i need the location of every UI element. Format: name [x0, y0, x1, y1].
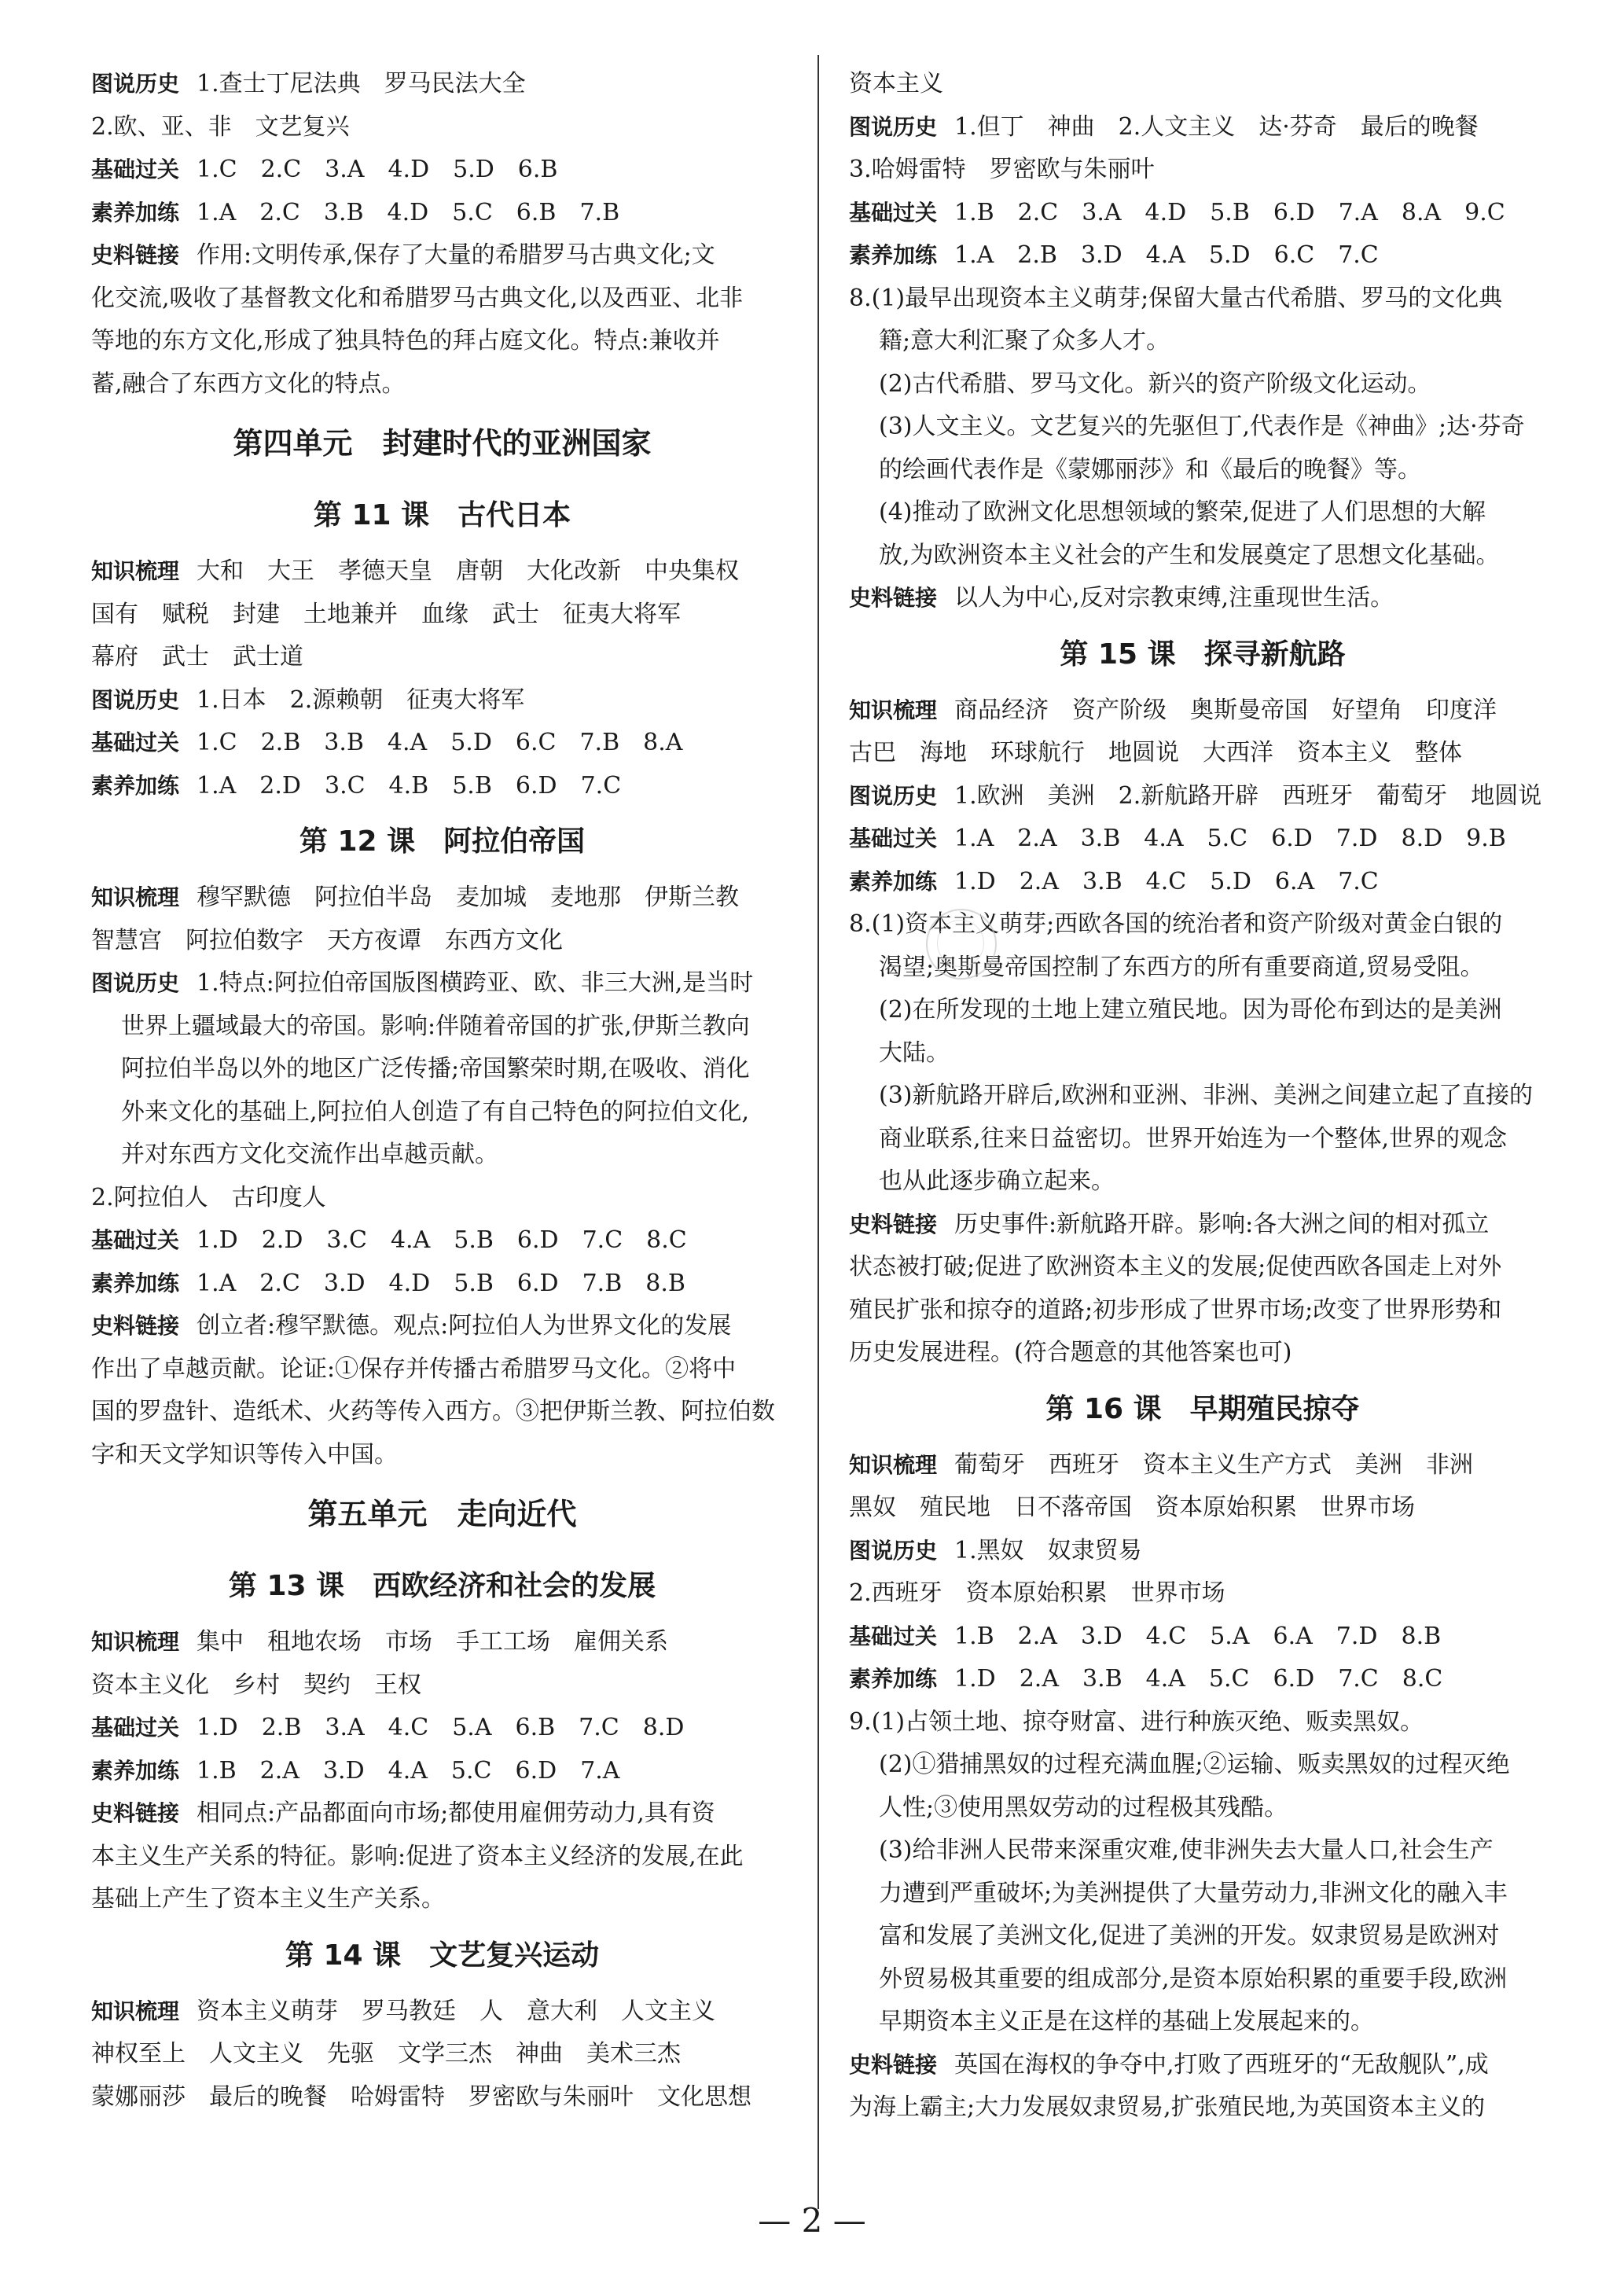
section-label: 素养加练 [91, 772, 180, 799]
line-text: 力遭到严重破坏;为美洲提供了大量劳动力,非洲文化的融入丰 [879, 1879, 1508, 1907]
section-label: 史料链接 [849, 585, 938, 611]
line-text: 历史发展进程。(符合题意的其他答案也可) [849, 1339, 1292, 1366]
text-line [849, 1289, 1556, 1332]
line-text: 世界上疆域最大的帝国。影响:伴随着帝国的扩张,伊斯兰教向 [121, 1012, 750, 1040]
text-line [91, 920, 793, 963]
line-text: 商业联系,往来日益密切。世界开始连为一个整体,世界的观念 [879, 1124, 1508, 1152]
text-line [849, 1075, 1556, 1118]
text-line [91, 63, 793, 106]
text-line [849, 1616, 1556, 1659]
line-text: 集中 租地农场 市场 手工工场 雇佣关系 [197, 1628, 669, 1656]
right-column [849, 63, 1556, 2130]
line-text: 创立者:穆罕默德。观点:阿拉伯人为世界文化的发展 [197, 1312, 732, 1340]
text-line [849, 491, 1556, 535]
section-label: 知识梳理 [849, 1451, 938, 1478]
line-text: 历史事件:新航路开辟。影响:各大洲之间的相对孤立 [954, 1210, 1490, 1238]
text-line [849, 2086, 1556, 2130]
line-text: 1.C 2.C 3.A 4.D 5.D 6.B [197, 156, 558, 183]
left-column [91, 63, 793, 2119]
text-line [849, 1032, 1556, 1075]
line-text: 幕府 武士 武士道 [91, 643, 303, 671]
text-line [849, 535, 1556, 578]
section-label: 基础过关 [91, 1227, 180, 1253]
column-divider [818, 55, 819, 2209]
section-label: 知识梳理 [91, 884, 180, 910]
text-line [91, 1664, 793, 1707]
line-text: 智慧宫 阿拉伯数字 天方夜谭 东西方文化 [91, 926, 563, 954]
line-text: 8.(1)最早出现资本主义萌芽;保留大量古代希腊、罗马的文化典 [849, 284, 1503, 312]
line-text: 国有 赋税 封建 土地兼并 血缘 武士 征夷大将军 [91, 600, 681, 628]
section-label: 知识梳理 [91, 558, 180, 584]
line-text: 作出了卓越贡献。论证:①保存并传播古希腊罗马文化。②将中 [91, 1355, 737, 1383]
line-text: 等地的东方文化,形成了独具特色的拜占庭文化。特点:兼收并 [91, 327, 720, 355]
text-line [849, 1744, 1556, 1787]
line-text: 商品经济 资产阶级 奥斯曼帝国 好望角 印度洋 [954, 696, 1497, 724]
text-line [849, 577, 1556, 620]
line-text: 本主义生产关系的特征。影响:促进了资本主义经济的发展,在此 [91, 1842, 744, 1870]
line-text: 穆罕默德 阿拉伯半岛 麦加城 麦地那 伊斯兰教 [197, 884, 740, 911]
line-text: 以人为中心,反对宗教束缚,注重现世生活。 [954, 584, 1394, 612]
watermark-stamp [926, 909, 997, 980]
line-text: 蓄,融合了东西方文化的特点。 [91, 369, 406, 398]
text-line [91, 1005, 793, 1049]
line-text: 资本主义 [849, 70, 943, 97]
line-text: 1.黑奴 奴隶贸易 [954, 1536, 1142, 1564]
text-line [91, 2076, 793, 2119]
line-text: 1.欧洲 美洲 2.新航路开辟 西班牙 葡萄牙 地圆说 [954, 781, 1542, 810]
section-label: 史料链接 [849, 2051, 938, 2078]
text-line [91, 1990, 793, 2034]
line-text: 籍;意大利汇聚了众多人才。 [879, 327, 1170, 355]
line-text: (2)古代希腊、罗马文化。新兴的资产阶级文化运动。 [879, 369, 1431, 398]
section-label: 图说历史 [849, 782, 938, 809]
line-text: 1.但丁 神曲 2.人文主义 达·芬奇 最后的晚餐 [954, 112, 1479, 141]
line-text: 基础上产生了资本主义生产关系。 [91, 1885, 445, 1913]
lesson-heading: 第 14 课 文艺复兴运动 [285, 1939, 600, 1972]
line-text: 字和天文学知识等传入中国。 [91, 1440, 398, 1468]
text-line [849, 689, 1556, 733]
text-line [849, 363, 1556, 406]
lesson-heading: 第 12 课 阿拉伯帝国 [299, 825, 586, 858]
text-line [91, 1134, 793, 1177]
text-line [91, 1621, 793, 1664]
section-label: 基础过关 [849, 199, 938, 226]
text-line [849, 1332, 1556, 1375]
text-line [91, 363, 793, 406]
line-text: 富和发展了美洲文化,促进了美洲的开发。奴隶贸易是欧洲对 [879, 1922, 1500, 1950]
text-line [849, 1444, 1556, 1487]
section-label: 知识梳理 [849, 697, 938, 723]
text-line [849, 2001, 1556, 2044]
text-line [91, 1348, 793, 1391]
line-text: 的绘画代表作是《蒙娜丽莎》和《最后的晚餐》等。 [879, 455, 1421, 483]
line-text: 相同点:产品都面向市场;都使用雇佣劳动力,具有资 [197, 1799, 715, 1827]
text-line [91, 149, 793, 192]
line-text: 1.特点:阿拉伯帝国版图横跨亚、欧、非三大洲,是当时 [197, 969, 754, 997]
line-text: 葡萄牙 西班牙 资本主义生产方式 美洲 非洲 [954, 1450, 1474, 1479]
text-line [91, 962, 793, 1005]
text-line [91, 636, 793, 679]
line-text: 作用:文明传承,保存了大量的希腊罗马古典文化;文 [197, 241, 715, 269]
line-text: 殖民扩张和掠夺的道路;初步形成了世界市场;改变了世界形势和 [849, 1296, 1502, 1324]
section-label: 素养加练 [91, 199, 180, 226]
section-label: 基础过关 [849, 1623, 938, 1649]
text-line [849, 1246, 1556, 1289]
text-line [849, 1118, 1556, 1161]
line-text: 古巴 海地 环球航行 地圆说 大西洋 资本主义 整体 [849, 739, 1462, 766]
line-text: 1.A 2.D 3.C 4.B 5.B 6.D 7.C [197, 771, 622, 799]
section-label: 图说历史 [91, 71, 180, 97]
line-text: 资本主义化 乡村 契约 王权 [91, 1671, 421, 1699]
text-line [91, 1219, 793, 1263]
page-number: — 2 — [758, 2201, 866, 2240]
text-line [91, 1707, 793, 1750]
line-text: 2.西班牙 资本原始积累 世界市场 [849, 1579, 1225, 1607]
text-line [91, 1048, 793, 1091]
section-label: 基础过关 [91, 1715, 180, 1740]
section-label: 史料链接 [91, 1800, 180, 1826]
line-text: 1.B 2.A 3.D 4.C 5.A 6.A 7.D 8.B [954, 1622, 1442, 1650]
line-text: 2.欧、亚、非 文艺复兴 [91, 112, 350, 141]
text-line [91, 1263, 793, 1306]
text-line [849, 149, 1556, 192]
line-text: 1.B 2.C 3.A 4.D 5.B 6.D 7.A 8.A 9.C [954, 198, 1505, 226]
line-text: 2.阿拉伯人 古印度人 [91, 1183, 326, 1211]
text-line [91, 234, 793, 278]
line-text: 放,为欧洲资本主义社会的产生和发展奠定了思想文化基础。 [879, 541, 1500, 569]
text-line [849, 278, 1556, 321]
text-line [849, 1487, 1556, 1530]
text-line [849, 234, 1556, 278]
text-line [849, 1915, 1556, 1958]
line-text: 1.A 2.B 3.D 4.A 5.D 6.C 7.C [954, 241, 1379, 269]
line-text: 大和 大王 孝德天皇 唐朝 大化改新 中央集权 [197, 557, 740, 585]
section-label: 素养加练 [91, 1757, 180, 1784]
line-text: 1.B 2.A 3.D 4.A 5.C 6.D 7.A [197, 1756, 620, 1785]
text-line [849, 1658, 1556, 1701]
line-text: (3)给非洲人民带来深重灾难,使非洲失去大量人口,社会生产 [879, 1836, 1494, 1864]
text-line [849, 775, 1556, 818]
section-label: 史料链接 [91, 1313, 180, 1339]
line-text: 蒙娜丽莎 最后的晚餐 哈姆雷特 罗密欧与朱丽叶 文化思想 [91, 2082, 751, 2111]
text-line [849, 732, 1556, 775]
section-label: 基础过关 [91, 156, 180, 182]
text-line [849, 320, 1556, 363]
line-text: 1.D 2.A 3.B 4.C 5.D 6.A 7.C [954, 867, 1379, 895]
line-text: 1.A 2.C 3.B 4.D 5.C 6.B 7.B [197, 198, 620, 226]
lesson-heading: 第 15 课 探寻新航路 [1060, 638, 1346, 671]
line-text: 1.D 2.A 3.B 4.A 5.C 6.D 7.C 8.C [954, 1665, 1443, 1693]
text-line [849, 192, 1556, 235]
text-line [91, 679, 793, 722]
line-text: 大陆。 [879, 1038, 950, 1067]
text-line [849, 106, 1556, 149]
text-line [91, 550, 793, 594]
lesson-heading: 第 11 课 古代日本 [313, 499, 571, 531]
section-label: 基础过关 [91, 730, 180, 755]
lesson-heading: 第 13 课 西欧经济和社会的发展 [228, 1570, 656, 1602]
text-line [849, 1160, 1556, 1204]
text-line [849, 818, 1556, 861]
line-text: 3.哈姆雷特 罗密欧与朱丽叶 [849, 156, 1155, 183]
line-text: 为海上霸主;大力发展奴隶贸易,扩张殖民地,为英国资本主义的 [849, 2093, 1486, 2121]
text-line [91, 2033, 793, 2076]
line-text: 外来文化的基础上,阿拉伯人创造了有自己特色的阿拉伯文化, [121, 1097, 750, 1126]
text-line [91, 1305, 793, 1348]
text-line [91, 722, 793, 765]
line-text: (3)人文主义。文艺复兴的先驱但丁,代表作是《神曲》;达·芬奇 [879, 413, 1525, 440]
line-text: 渴望;奥斯曼帝国控制了东西方的所有重要商道,贸易受阻。 [879, 953, 1484, 981]
line-text: 9.(1)占领土地、掠夺财富、进行种族灭绝、贩卖黑奴。 [849, 1707, 1424, 1736]
text-line [849, 1873, 1556, 1916]
text-line [91, 1177, 793, 1220]
lesson-heading: 第 16 课 早期殖民掠夺 [1045, 1392, 1360, 1425]
section-label: 图说历史 [91, 686, 180, 713]
section-label: 素养加练 [91, 1270, 180, 1296]
line-text: (2)①猎捕黑奴的过程充满血腥;②运输、贩卖黑奴的过程灭绝 [879, 1751, 1510, 1778]
line-text: 1.D 2.D 3.C 4.A 5.B 6.D 7.C 8.C [197, 1226, 687, 1254]
text-line [849, 406, 1556, 449]
line-text: 黑奴 殖民地 日不落帝国 资本原始积累 世界市场 [849, 1494, 1415, 1521]
text-line [849, 1572, 1556, 1616]
section-label: 素养加练 [849, 242, 938, 268]
text-line [849, 63, 1556, 106]
text-line [849, 989, 1556, 1032]
text-line [91, 106, 793, 149]
text-line [91, 1750, 793, 1793]
section-label: 知识梳理 [91, 1998, 180, 2024]
text-line [849, 1787, 1556, 1830]
text-line [849, 861, 1556, 904]
line-text: 外贸易极其重要的组成部分,是资本原始积累的重要手段,欧洲 [879, 1965, 1508, 1993]
unit-heading: 第五单元 走向近代 [307, 1497, 577, 1531]
section-label: 素养加练 [849, 1666, 938, 1692]
text-line [91, 1836, 793, 1879]
text-line [91, 877, 793, 920]
unit-heading: 第四单元 封建时代的亚洲国家 [233, 426, 652, 461]
line-text: 状态被打破;促进了欧洲资本主义的发展;促使西欧各国走上对外 [849, 1253, 1502, 1281]
line-text: (4)推动了欧洲文化思想领域的繁荣,促进了人们思想的大解 [879, 498, 1486, 526]
section-label: 素养加练 [849, 868, 938, 895]
line-text: 1.C 2.B 3.B 4.A 5.D 6.C 7.B 8.A [197, 729, 683, 756]
text-line [849, 449, 1556, 492]
line-text: 1.A 2.A 3.B 4.A 5.C 6.D 7.D 8.D 9.B [954, 825, 1506, 852]
section-label: 基础过关 [849, 825, 938, 851]
line-text: 1.D 2.B 3.A 4.C 5.A 6.B 7.C 8.D [197, 1714, 685, 1741]
text-line [849, 1204, 1556, 1247]
text-line [91, 1091, 793, 1134]
line-text: 神权至上 人文主义 先驱 文学三杰 神曲 美术三杰 [91, 2040, 681, 2068]
line-text: 1.日本 2.源赖朝 征夷大将军 [197, 686, 525, 714]
text-line [91, 320, 793, 363]
text-line [849, 1958, 1556, 2001]
line-text: (2)在所发现的土地上建立殖民地。因为哥伦布到达的是美洲 [879, 996, 1502, 1024]
text-line [91, 1434, 793, 1477]
section-label: 图说历史 [849, 1537, 938, 1564]
line-text: (3)新航路开辟后,欧洲和亚洲、非洲、美洲之间建立起了直接的 [879, 1082, 1534, 1109]
text-line [91, 278, 793, 321]
text-line [91, 1391, 793, 1434]
line-text: 早期资本主义正是在这样的基础上发展起来的。 [879, 2008, 1374, 2035]
line-text: 阿拉伯半岛以外的地区广泛传播;帝国繁荣时期,在吸收、消化 [121, 1055, 750, 1083]
line-text: 人性;③使用黑奴劳动的过程极其残酷。 [879, 1793, 1288, 1821]
line-text: 英国在海权的争夺中,打败了西班牙的“无敌舰队”,成 [954, 2050, 1489, 2079]
line-text: 8.(1)资本主义萌芽;西欧各国的统治者和资产阶级对黄金白银的 [849, 910, 1503, 938]
section-label: 图说历史 [849, 113, 938, 140]
line-text: 1.A 2.C 3.D 4.D 5.B 6.D 7.B 8.B [197, 1269, 685, 1297]
section-label: 史料链接 [849, 1211, 938, 1237]
section-label: 史料链接 [91, 242, 180, 268]
line-text: 1.查士丁尼法典 罗马民法大全 [197, 70, 526, 97]
text-line [849, 1829, 1556, 1873]
text-line [91, 192, 793, 235]
line-text: 国的罗盘针、造纸术、火药等传入西方。③把伊斯兰教、阿拉伯数 [91, 1398, 775, 1425]
text-line [849, 2044, 1556, 2087]
text-line [91, 765, 793, 808]
line-text: 资本主义萌芽 罗马教廷 人 意大利 人文主义 [197, 1997, 716, 2025]
text-line [91, 594, 793, 637]
section-label: 知识梳理 [91, 1629, 180, 1655]
line-text: 也从此逐步确立起来。 [879, 1167, 1115, 1195]
line-text: 化交流,吸收了基督教文化和希腊罗马古典文化,以及西亚、北非 [91, 284, 744, 312]
section-label: 图说历史 [91, 970, 180, 996]
text-line [91, 1792, 793, 1836]
text-line [91, 1878, 793, 1921]
text-line [849, 1530, 1556, 1573]
line-text: 并对东西方文化交流作出卓越贡献。 [121, 1141, 498, 1168]
text-line [849, 1701, 1556, 1744]
